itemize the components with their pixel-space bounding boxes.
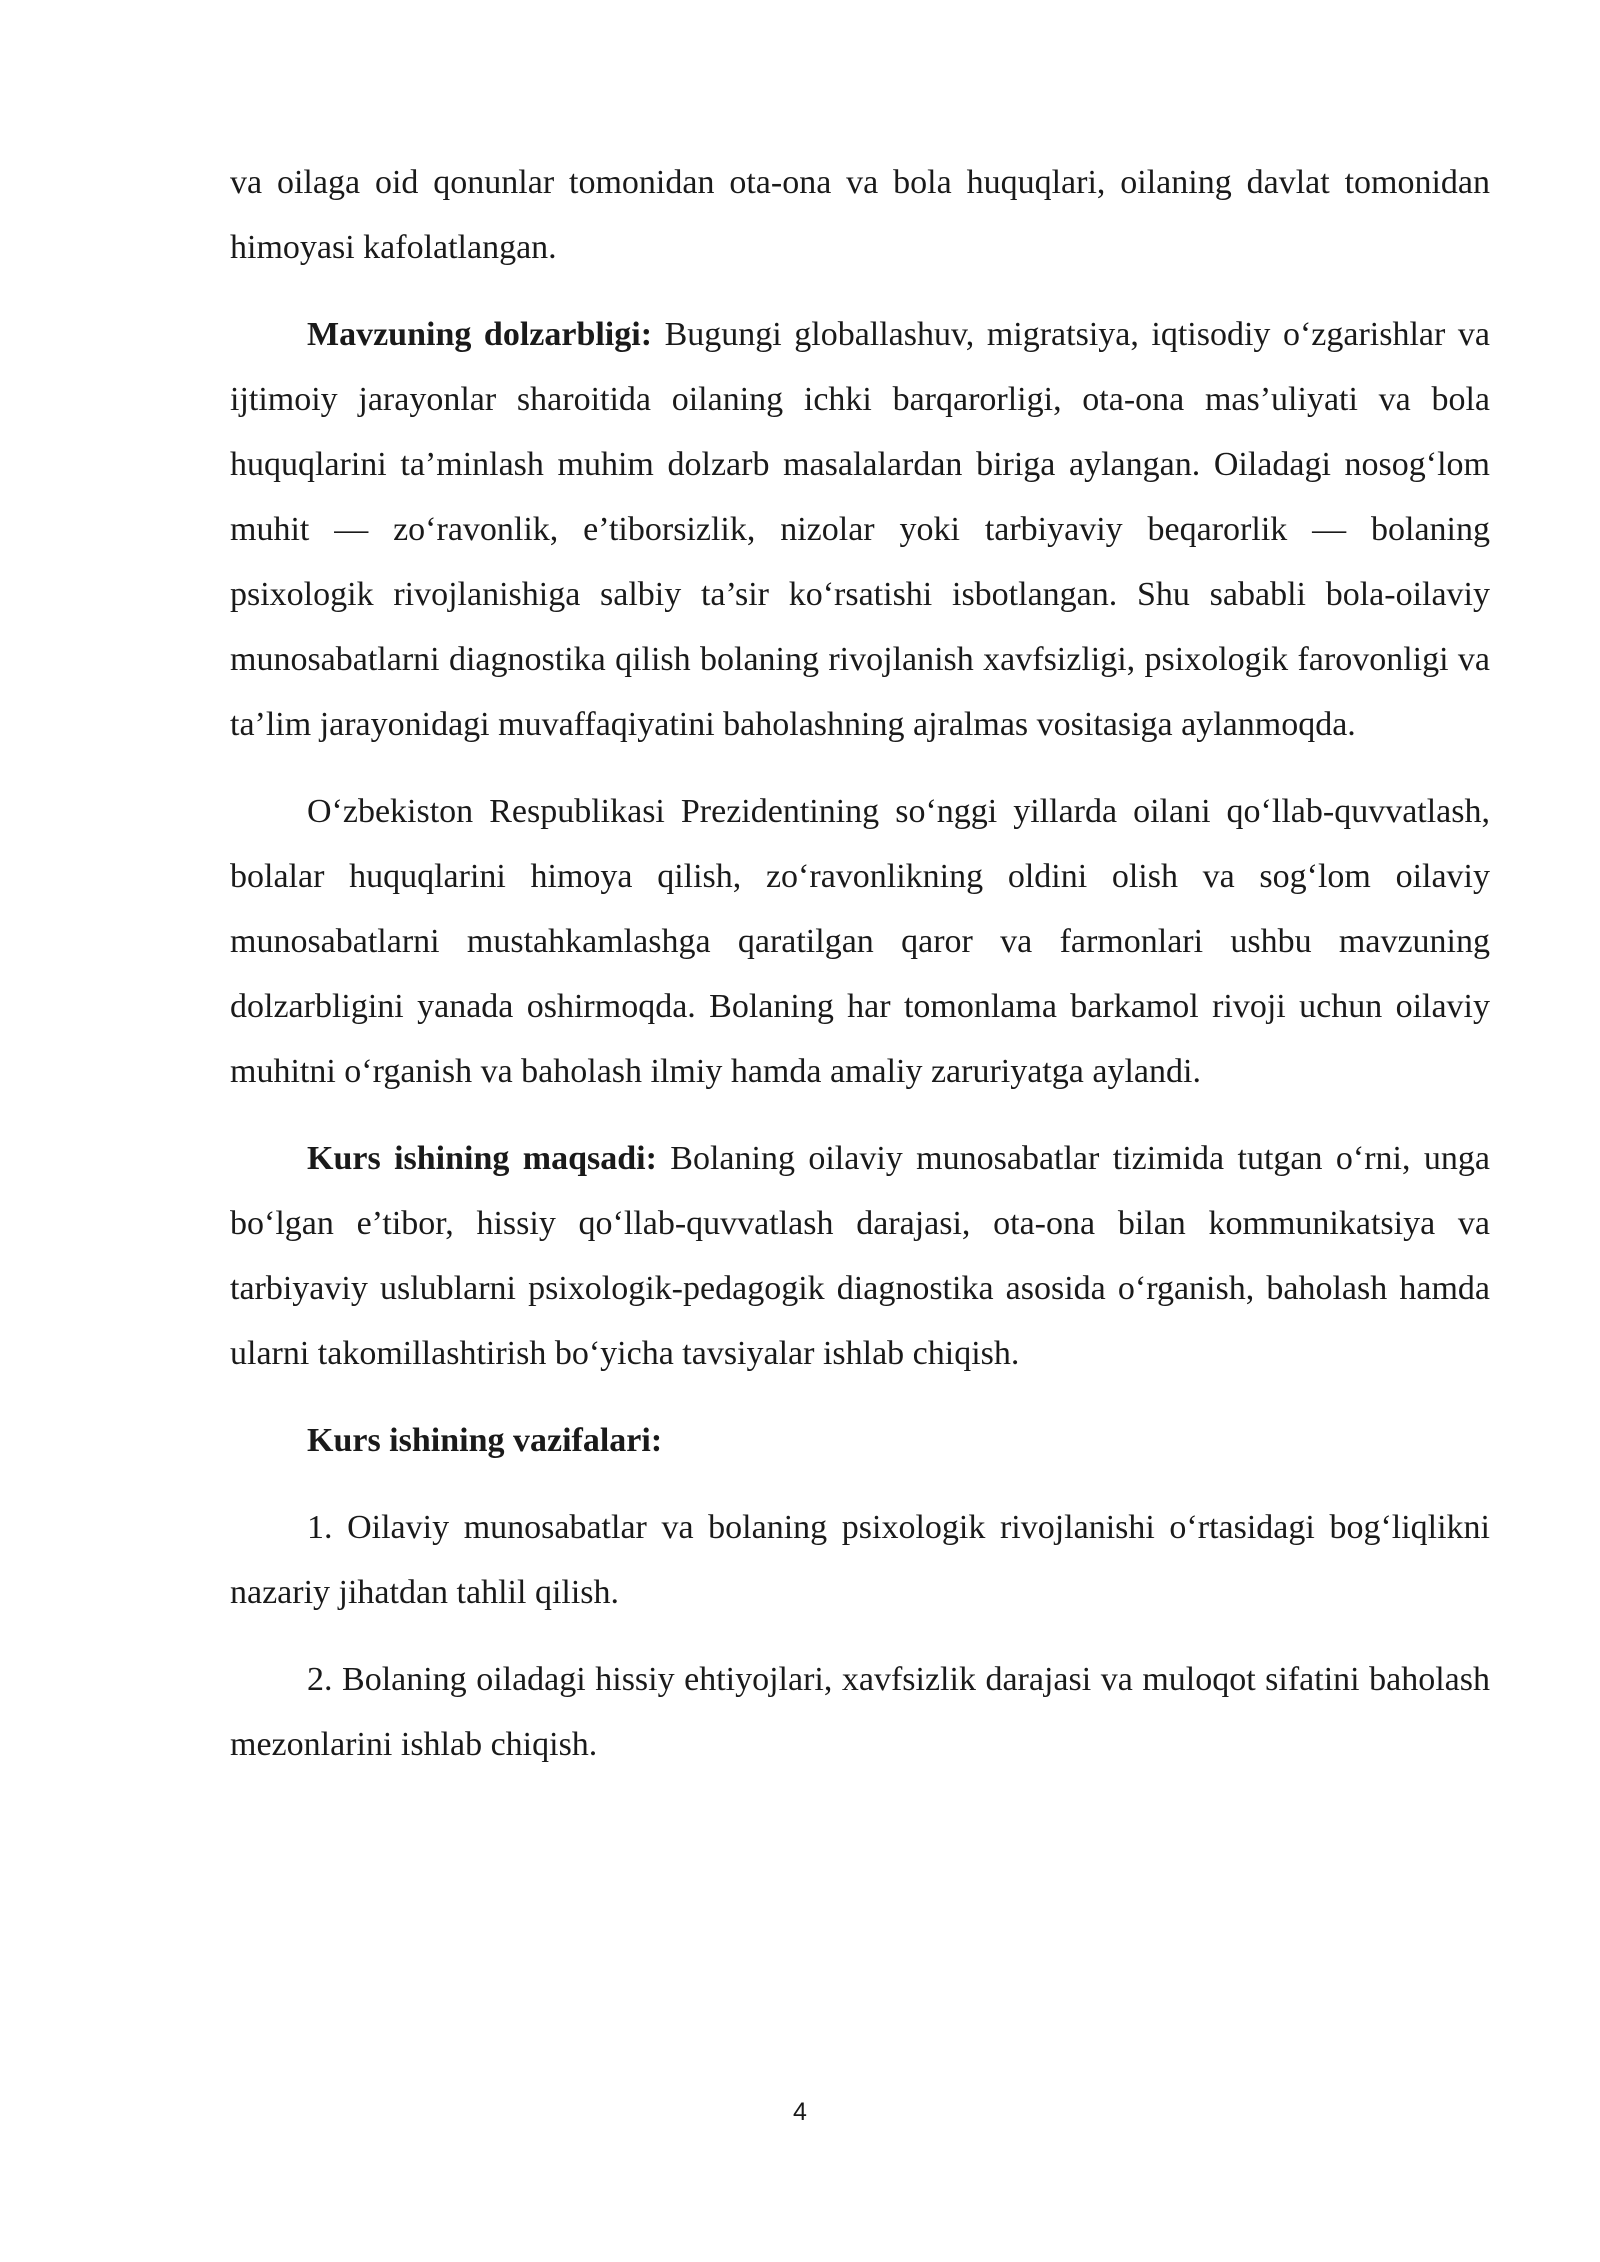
task-text: 1. Oilaviy munosabatlar va bolaning psixologik rivojlanishi o‘rtasidagi bog‘liqlikni nazariy jihatdan tahlil qilish.: [230, 1509, 1490, 1611]
paragraph-text: Bolaning oilaviy munosabatlar tizimida tutgan o‘rni, unga bo‘lgan e’tibor, hissiy qo‘llab-quvvatlash darajasi, ota-ona bilan kommunikatsiya va tarbiyaviy uslublarni psixologik-pedagogik diagnostika asosida o‘rganish, baholash hamda ularni takomillashtirish bo‘yicha tavsiyalar ishlab chiqish.: [230, 1140, 1490, 1372]
paragraph-tasks-heading: [230, 1408, 1490, 1473]
paragraph-text: O‘zbekiston Respublikasi Prezidentining so‘nggi yillarda oilani qo‘llab-quvvatlash, bolalar huquqlarini himoya qilish, zo‘ravonlikning oldini olish va sog‘lom oilaviy munosabatlarni mustahkamlashga qaratilgan qaror va farmonlari ushbu mavzuning dolzarbligini yanada oshirmoqda. Bolaning har tomonlama barkamol rivoji uchun oilaviy muhitni o‘rganish va baholash ilmiy hamda amaliy zaruriyatga aylandi.: [230, 793, 1490, 1090]
task-text: 2. Bolaning oiladagi hissiy ehtiyojlari, xavfsizlik darajasi va muloqot sifatini baholash mezonlarini ishlab chiqish.: [230, 1661, 1490, 1763]
task-item-1: [230, 1495, 1490, 1625]
paragraph-continuation: [230, 150, 1490, 280]
paragraph-text: va oilaga oid qonunlar tomonidan ota-ona va bola huquqlari, oilaning davlat tomonidan himoyasi kafolatlangan.: [230, 164, 1490, 266]
paragraph-text: Bugungi globallashuv, migratsiya, iqtisodiy o‘zgarishlar va ijtimoiy jarayonlar sharoitida oilaning ichki barqarorligi, ota-ona mas’uliyati va bola huquqlarini ta’minlash muhim dolzarb masalalardan biriga aylangan. Oiladagi nosog‘lom muhit — zo‘ravonlik, e’tiborsizlik, nizolar yoki tarbiyaviy beqarorlik — bolaning psixologik rivojlanishiga salbiy ta’sir ko‘rsatishi isbotlangan. Shu sababli bola-oilaviy munosabatlarni diagnostika qilish bolaning rivojlanish xavfsizligi, psixologik farovonligi va ta’lim jarayonidagi muvaffaqiyatini baholashning ajralmas vositasiga aylanmoqda.: [230, 316, 1490, 743]
task-item-2: [230, 1647, 1490, 1777]
page-number: 4: [793, 2098, 807, 2126]
relevance-heading: Mavzuning dolzarbligi:: [307, 316, 653, 353]
goal-heading: Kurs ishining maqsadi:: [307, 1140, 657, 1177]
document-body: [230, 150, 1490, 1799]
paragraph-relevance: [230, 302, 1490, 757]
paragraph-presidential-decrees: [230, 779, 1490, 1104]
paragraph-goal: [230, 1126, 1490, 1386]
tasks-heading: Kurs ishining vazifalari:: [307, 1422, 663, 1459]
